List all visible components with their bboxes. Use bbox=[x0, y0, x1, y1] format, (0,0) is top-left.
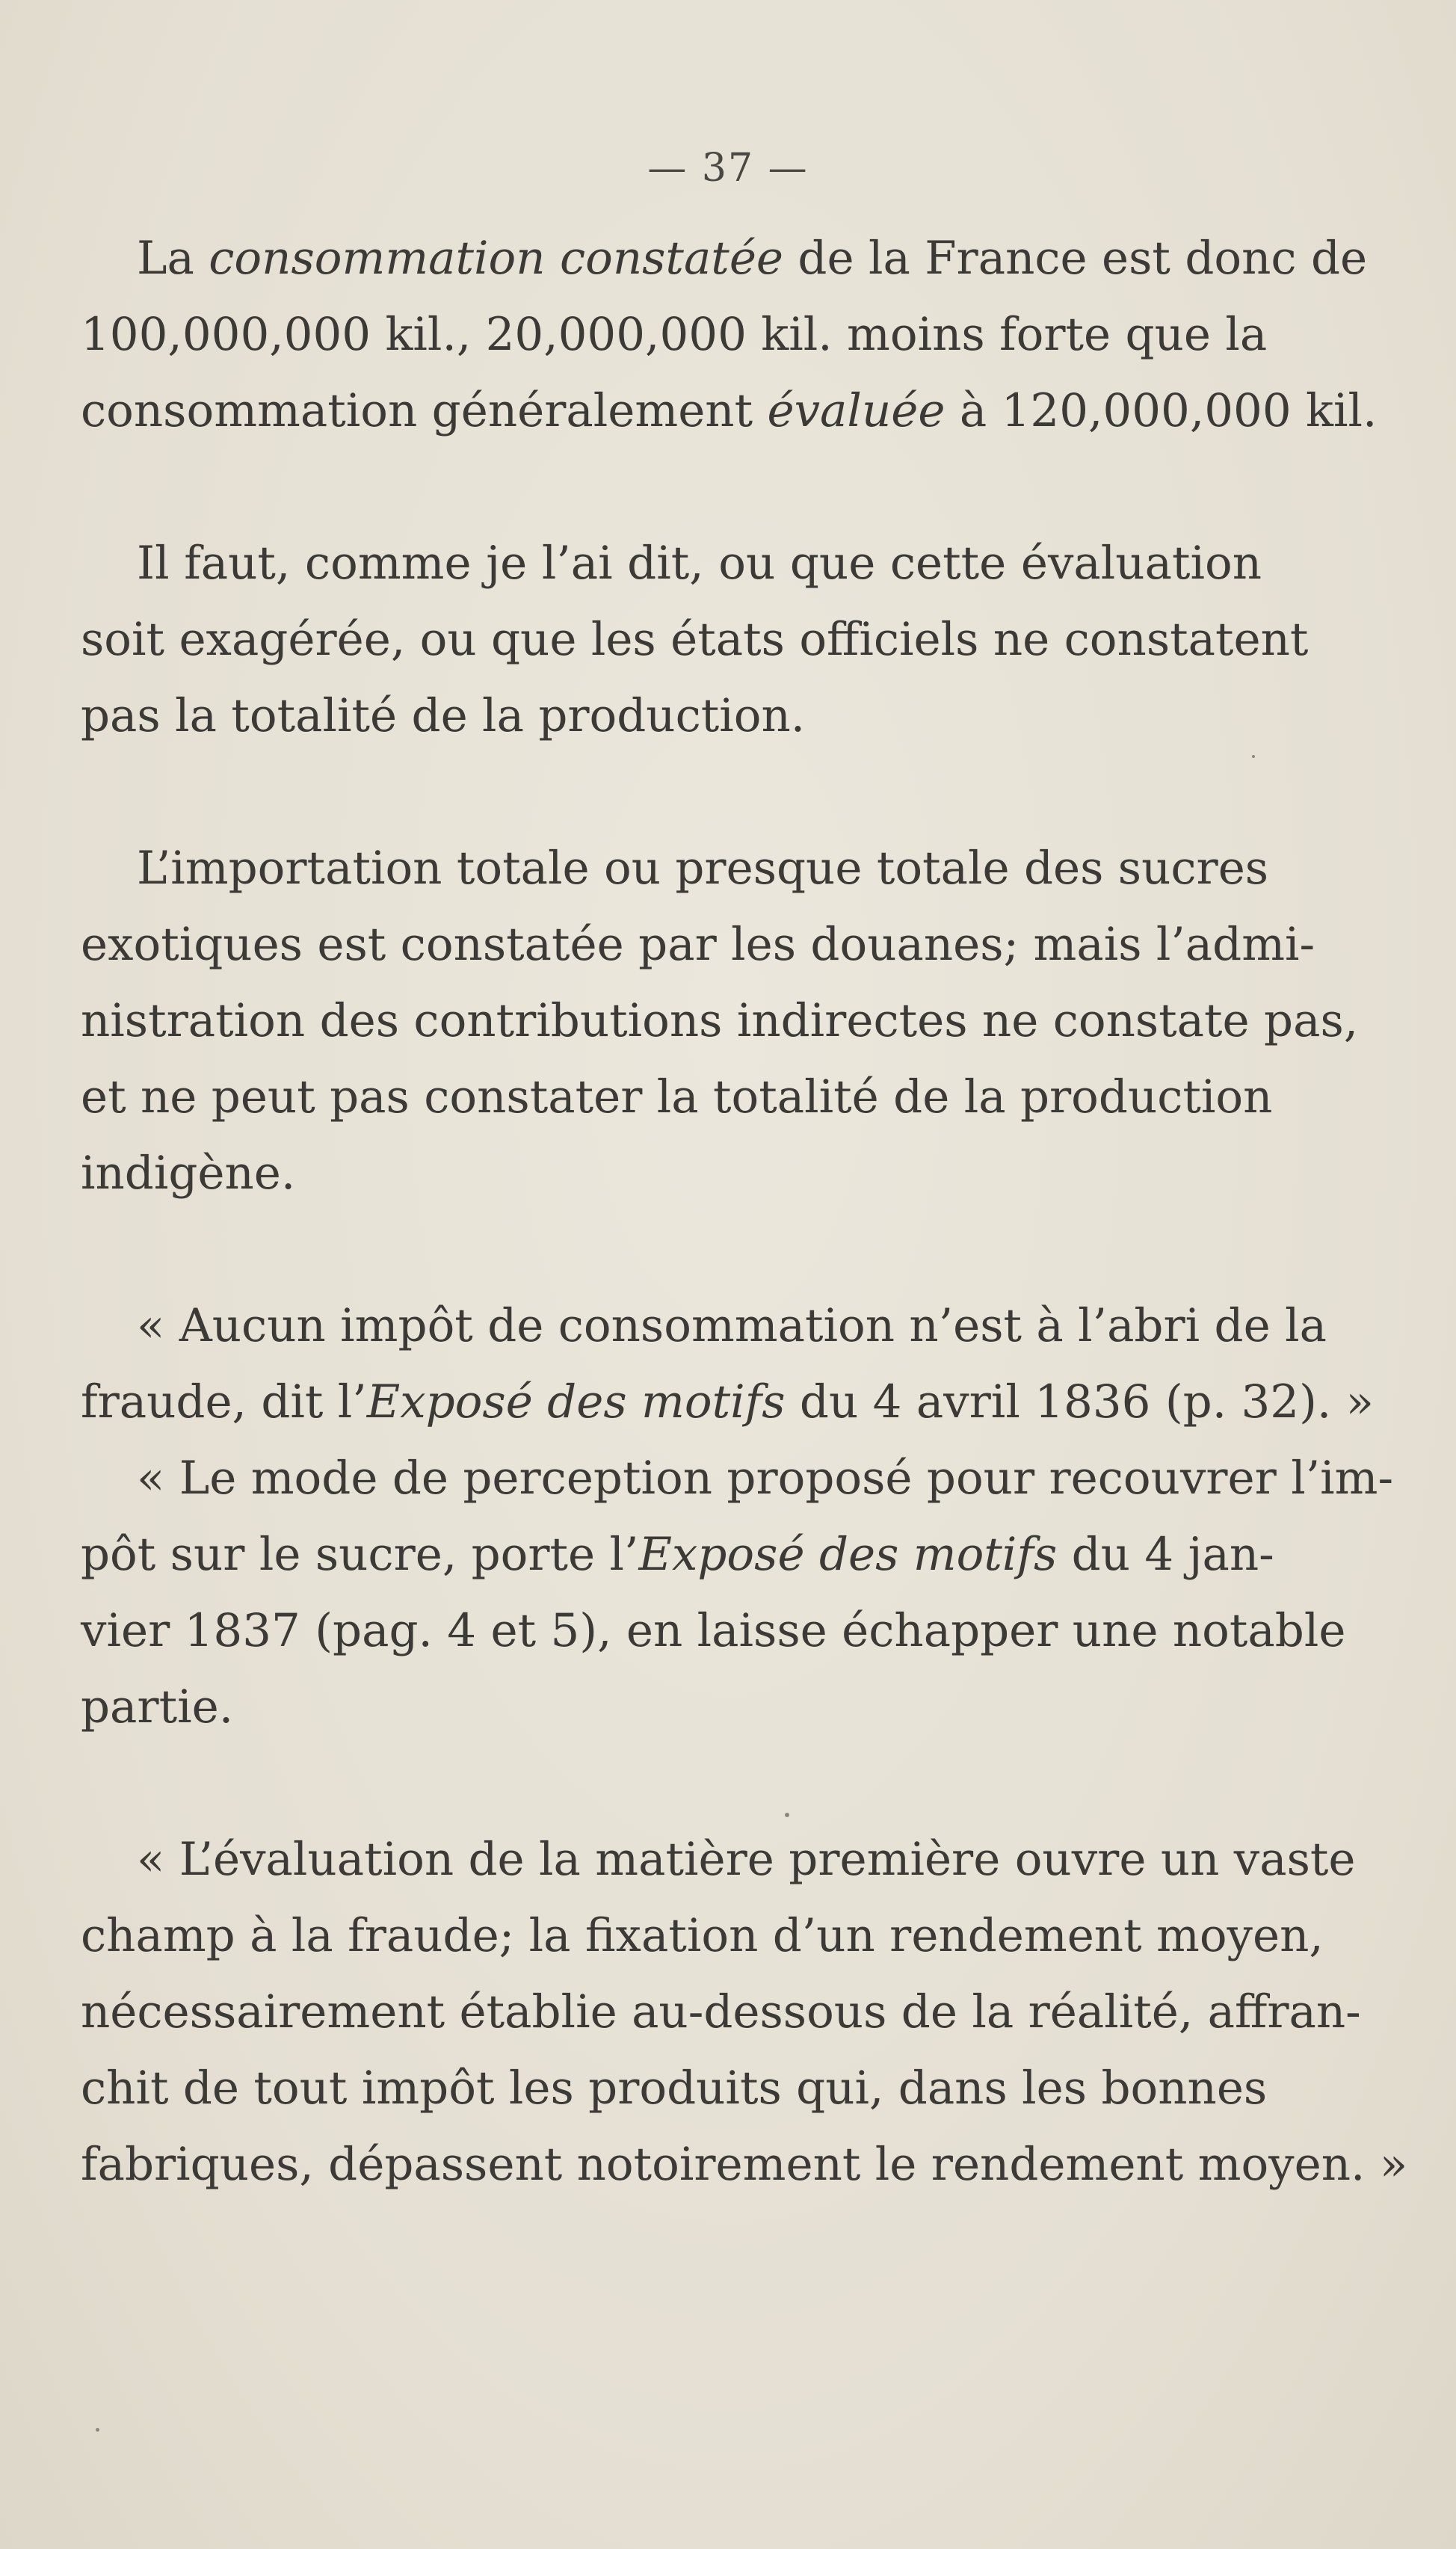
text-segment: fabriques, dépassent notoirement le rendement moyen. » bbox=[81, 2138, 1408, 2191]
text-line bbox=[81, 297, 1268, 373]
paper-speck bbox=[1252, 755, 1255, 758]
paragraph bbox=[81, 1288, 1374, 1440]
text-segment: de la France est donc de bbox=[783, 232, 1368, 285]
text-segment: à 120,000,000 kil. bbox=[945, 384, 1378, 437]
text-segment: champ à la fraude; la fixation d’un rendement moyen, bbox=[81, 1909, 1324, 1962]
text-segment: « Le mode de perception proposé pour recouvrer l’im- bbox=[137, 1452, 1394, 1505]
text-line bbox=[81, 1440, 1394, 1517]
text-line bbox=[81, 678, 1262, 754]
text-line bbox=[81, 1288, 1327, 1364]
text-segment: chit de tout impôt les produits qui, dans les bonnes bbox=[81, 2062, 1268, 2115]
text-line bbox=[81, 1593, 1346, 1669]
text-segment: « Aucun impôt de consommation n’est à l’abri de la bbox=[137, 1299, 1327, 1352]
text-line bbox=[81, 1517, 1274, 1593]
body-text bbox=[81, 221, 1408, 2279]
paragraph bbox=[81, 1440, 1394, 1745]
text-line bbox=[81, 221, 1368, 297]
text-segment: 100,000,000 kil., 20,000,000 kil. moins forte que la bbox=[81, 308, 1268, 361]
paragraph bbox=[81, 830, 1359, 1212]
text-segment: pas la totalité de la production. bbox=[81, 689, 806, 742]
text-line bbox=[81, 830, 1269, 907]
text-line bbox=[81, 907, 1315, 983]
text-segment: exotiques est constatée par les douanes; mais l’admi- bbox=[81, 918, 1315, 971]
text-segment: nistration des contributions indirectes ne constate pas, bbox=[81, 994, 1359, 1047]
text-segment: du 4 jan- bbox=[1057, 1528, 1274, 1581]
text-line bbox=[81, 525, 1262, 602]
italic-text: Exposé des motifs bbox=[366, 1375, 786, 1428]
italic-text: Exposé des motifs bbox=[638, 1528, 1058, 1581]
italic-text: évaluée bbox=[767, 384, 946, 437]
text-segment: indigène. bbox=[81, 1147, 296, 1200]
text-segment: et ne peut pas constater la totalité de la production bbox=[81, 1070, 1273, 1124]
text-line bbox=[81, 373, 1378, 449]
text-segment: fraude, dit l’ bbox=[81, 1375, 367, 1428]
text-line bbox=[81, 2050, 1268, 2127]
text-segment: Il faut, comme je l’ai dit, ou que cette évaluation bbox=[137, 537, 1262, 590]
paper-speck bbox=[785, 1813, 789, 1817]
text-segment: du 4 avril 1836 (p. 32). » bbox=[785, 1375, 1374, 1428]
text-segment: pôt sur le sucre, porte l’ bbox=[81, 1528, 639, 1581]
paragraph bbox=[81, 525, 1309, 754]
text-line bbox=[81, 983, 1359, 1059]
text-line bbox=[81, 1974, 1361, 2050]
text-segment: partie. bbox=[81, 1680, 234, 1733]
text-line bbox=[81, 1822, 1356, 1898]
text-segment: nécessairement établie au-dessous de la réalité, affran- bbox=[81, 1985, 1361, 2038]
page-number: — 37 — bbox=[647, 146, 809, 191]
paragraph bbox=[81, 221, 1378, 449]
text-line bbox=[81, 1898, 1324, 1974]
text-segment: consommation généralement bbox=[81, 384, 768, 437]
text-line bbox=[81, 602, 1309, 678]
paper-speck bbox=[96, 2428, 99, 2432]
text-segment: soit exagérée, ou que les états officiels ne constatent bbox=[81, 613, 1309, 666]
paragraph bbox=[81, 1822, 1408, 2203]
text-segment: « L’évaluation de la matière première ouvre un vaste bbox=[137, 1833, 1356, 1886]
text-segment: vier 1837 (pag. 4 et 5), en laisse échapper une notable bbox=[81, 1604, 1346, 1657]
text-segment: La bbox=[137, 232, 209, 285]
text-line bbox=[81, 2127, 1408, 2203]
text-line bbox=[81, 1669, 1262, 1745]
text-line bbox=[81, 1135, 1262, 1212]
italic-text: consommation constatée bbox=[209, 232, 784, 285]
text-line bbox=[81, 1059, 1273, 1135]
text-segment: L’importation totale ou presque totale des sucres bbox=[137, 842, 1269, 895]
text-line bbox=[81, 1364, 1374, 1440]
